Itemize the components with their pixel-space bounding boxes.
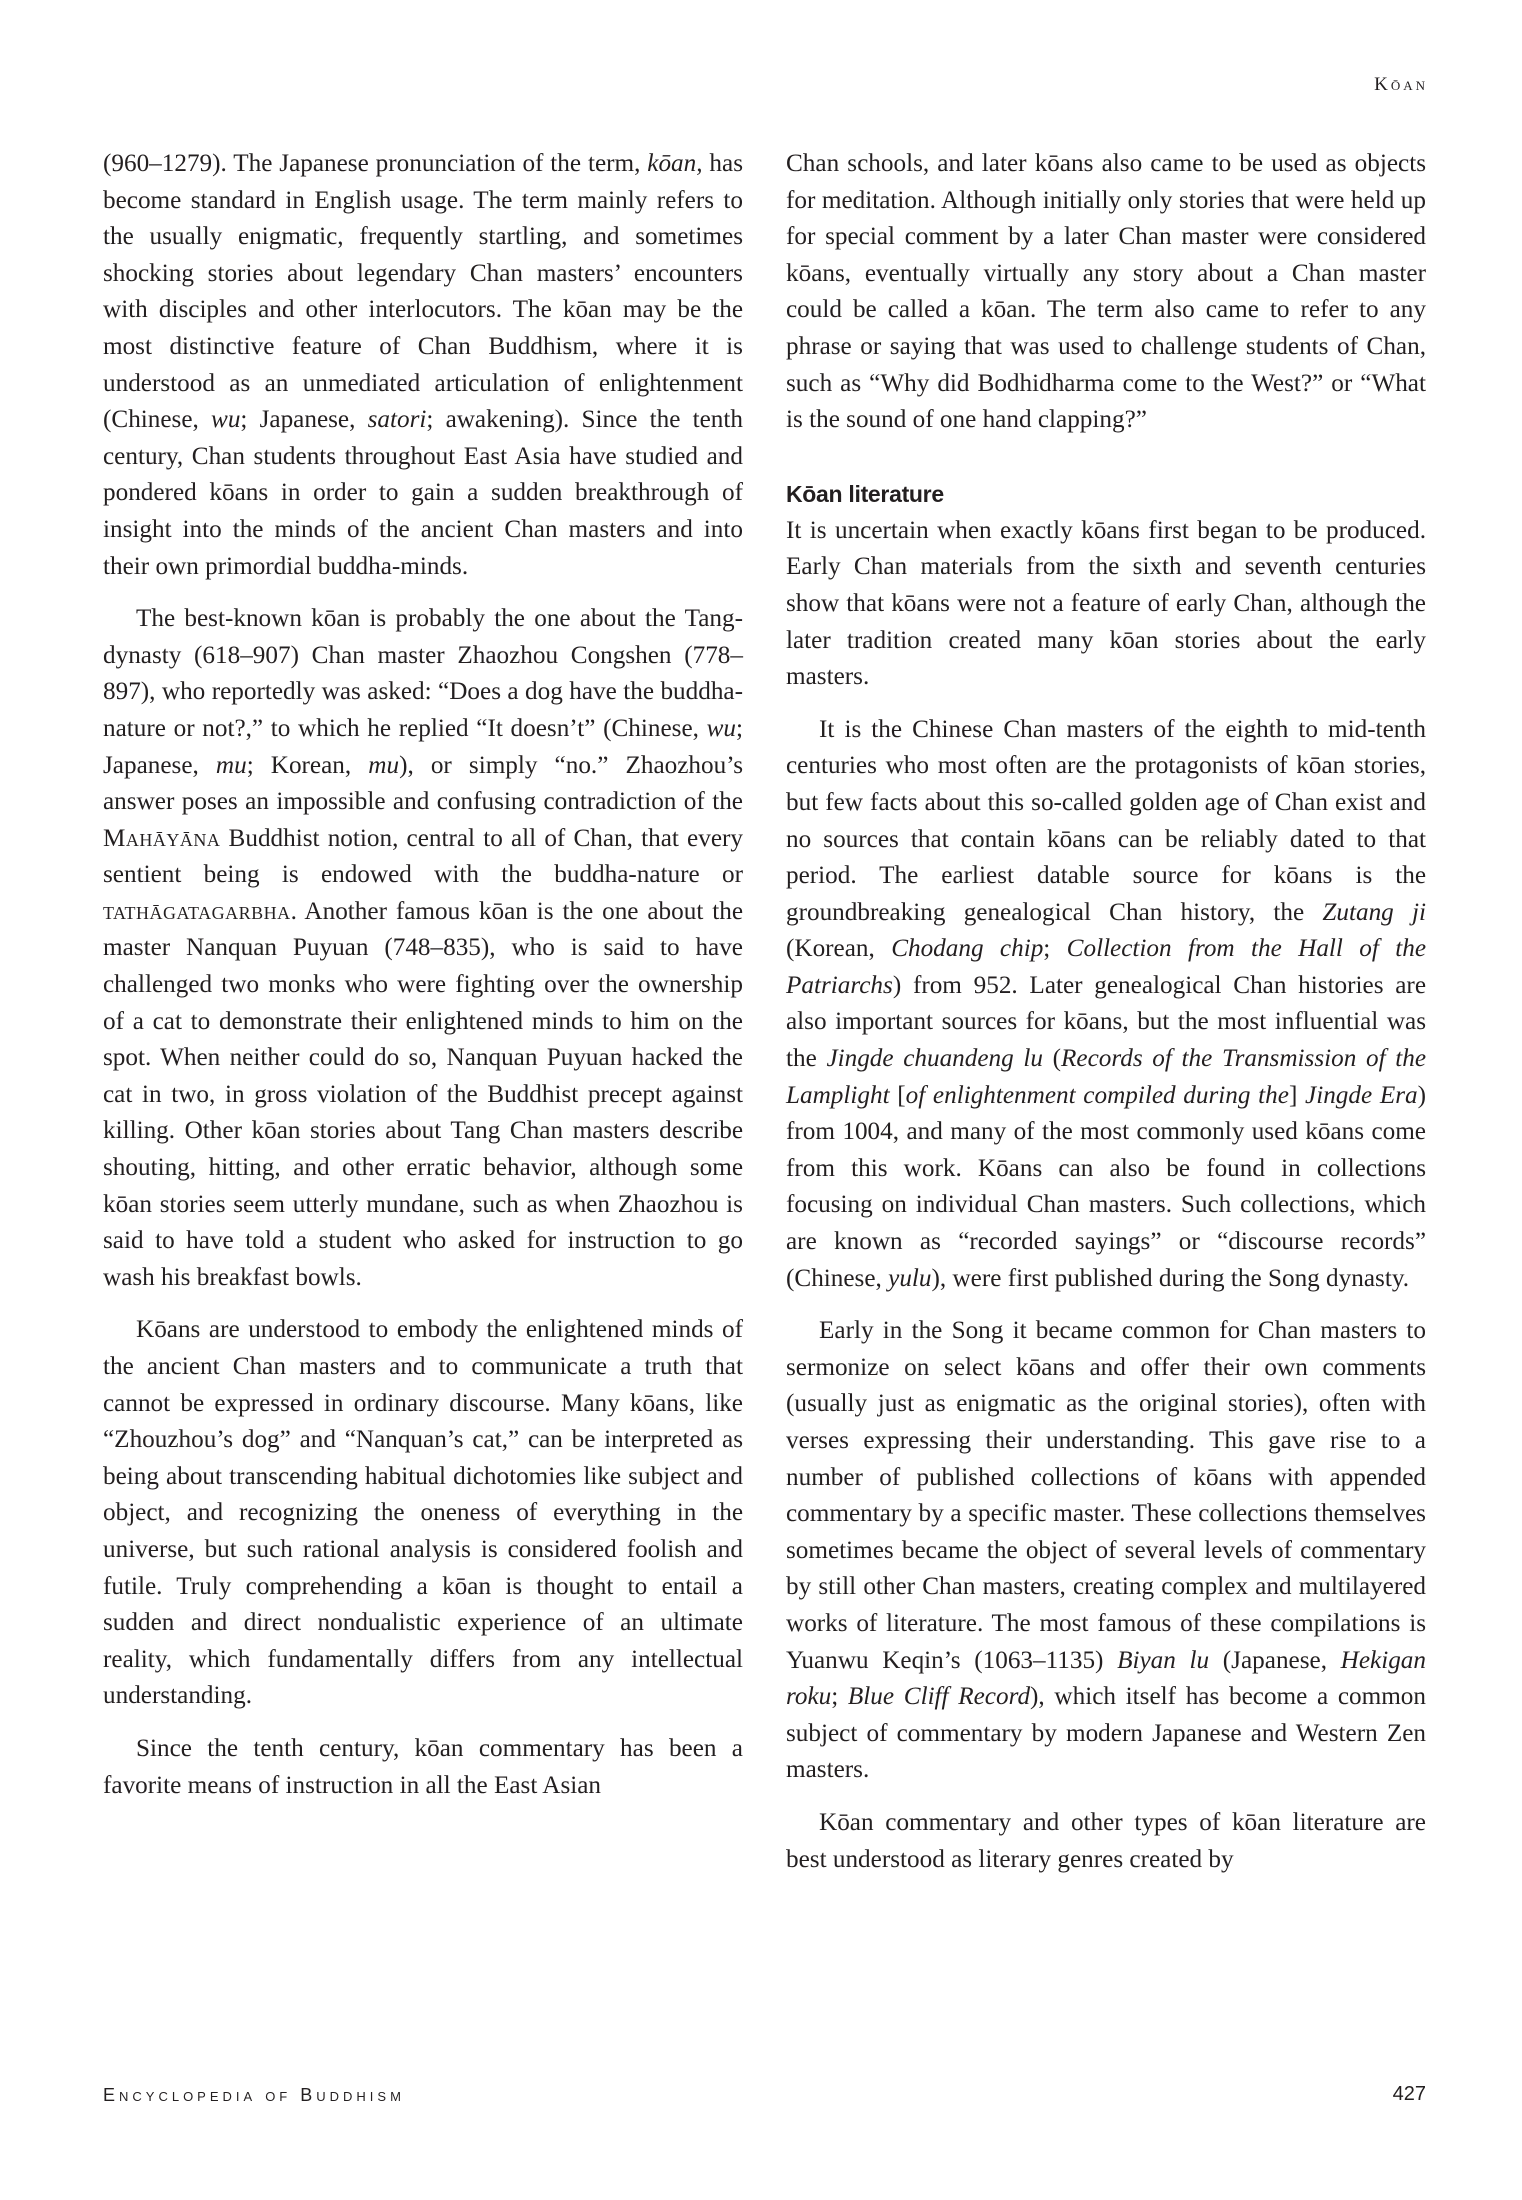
italic-term: of enlightenment compiled during the xyxy=(905,1081,1289,1109)
right-column-intro xyxy=(786,146,1426,439)
italic-term: wu xyxy=(706,714,736,742)
page-number: 427 xyxy=(1392,2083,1426,2105)
paragraph: It is the Chinese Chan masters of the eighth to mid-tenth centuries who most often are the protagonists of kōan stories, but few facts about this so-called golden age of Chan exist and no sources that contain kōans can be reliably dated to that period. The earliest datable source for kōans is the groundbreaking genealogical Chan history, the Zutang ji (Korean, Chodang chip; Collection from the Hall of the Patriarchs) from 952. Later genealogical Chan histories are also important sources for kōans, but the most influential was the Jingde chuandeng lu (Records of the Transmission of the Lamplight [of enlightenment compiled during the] Jingde Era) from 1004, and many of the most commonly used kōans come from this work. Kōans can also be found in collections focusing on individual Chan masters. Such collections, which are known as “recorded sayings” or “discourse records” (Chinese, yulu), were first published during the Song dynasty. xyxy=(786,715,1427,1292)
left-column xyxy=(103,146,743,1820)
paragraph: Kōans are understood to embody the enlightened minds of the ancient Chan masters and to communicate a truth that cannot be expressed in ordinary discourse. Many kōans, like “Zhouzhou’s dog” and “Nanquan’s cat,” can be interpreted as being about transcending habitual dichotomies like subject and object, and recognizing the oneness of everything in the universe, but such rational analysis is considered foolish and futile. Truly comprehending a kōan is thought to entail a sudden and direct nondualistic experience of an ultimate reality, which fundamentally differs from any intellectual understanding. xyxy=(103,1316,743,1710)
italic-term: Hekigan roku xyxy=(786,1646,1426,1711)
italic-term: Chodang chip xyxy=(891,935,1044,963)
italic-term: yulu xyxy=(888,1264,932,1292)
italic-term: Jingde Era xyxy=(1305,1081,1418,1109)
italic-term: Jingde chuandeng lu xyxy=(826,1045,1043,1073)
section-heading-koan-literature: Kōan literature xyxy=(786,480,944,507)
italic-term: Zutang ji xyxy=(1322,898,1426,926)
cross-reference-term: Mahāyāna xyxy=(103,824,221,852)
italic-term: Blue Cliff Record xyxy=(847,1683,1031,1711)
right-column-body xyxy=(786,513,1426,1878)
italic-term: Records of the Transmission of the Lamplight xyxy=(786,1045,1426,1109)
italic-term: kōan, xyxy=(647,150,703,177)
paragraph: Since the tenth century, kōan commentary has been a favorite means of instruction in all the East Asian xyxy=(103,1734,743,1799)
italic-term: mu xyxy=(368,751,400,779)
right-column xyxy=(786,146,1426,1894)
paragraph: Early in the Song it became common for Chan masters to sermonize on select kōans and offer their own comments (usually just as enigmatic as the original stories), often with verses expressing their understanding. This gave rise to a number of published collections of kōans with appended commentary by a specific master. These collections themselves sometimes became the object of several levels of commentary by still other Chan masters, creating complex and multilayered works of literature. The most famous of these compilations is Yuanwu Keqin’s (1063–1135) Biyan lu (Japanese, Hekigan roku; Blue Cliff Record), which itself has become a common subject of commentary by modern Japanese and Western Zen masters. xyxy=(786,1317,1426,1784)
italic-term: mu xyxy=(215,751,247,779)
italic-term: Biyan lu xyxy=(1117,1646,1210,1674)
running-head: Kōan xyxy=(1374,74,1428,95)
italic-term: Collection from the Hall of the Patriarchs xyxy=(786,935,1427,999)
italic-term: wu xyxy=(211,406,241,434)
paragraph: (960–1279). The Japanese pronunciation of the term, kōan, has become standard in English usage. The term mainly refers to the usually enigmatic, frequently startling, and sometimes shocking stories about legendary Chan masters’ encounters with disciples and other interlocutors. The kōan may be the most distinctive feature of Chan Buddhism, where it is understood as an unmediated articulation of enlightenment (Chinese, wu; Japanese, satori; awakening). Since the tenth century, Chan students throughout East Asia have studied and pondered kōans in order to gain a sudden breakthrough of insight into the minds of the ancient Chan masters and into their own primordial buddha-minds. xyxy=(103,150,743,580)
paragraph: The best-known kōan is probably the one about the Tang-dynasty (618–907) Chan master Zhaozhou Congshen (778–897), who reportedly was asked: “Does a dog have the buddha-nature or not?,” to which he replied “It doesn’t” (Chinese, wu; Japanese, mu; Korean, mu), or simply “no.” Zhaozhou’s answer poses an impossible and confusing contradiction of the Mahāyāna Buddhist notion, central to all of Chan, that every sentient being is endowed with the buddha-nature or tathāgatagarbha. Another famous kōan is the one about the master Nanquan Puyuan (748–835), who is said to have challenged two monks who were fighting over the ownership of a cat to demonstrate their enlightened minds to him on the spot. When neither could do so, Nanquan Puyuan hacked the cat in two, in gross violation of the Buddhist precept against killing. Other kōan stories about Tang Chan masters describe shouting, hitting, and other erratic behavior, although some kōan stories seem utterly mundane, such as when Zhaozhou is said to have told a student who asked for instruction to go wash his breakfast bowls. xyxy=(103,605,743,1291)
paragraph: It is uncertain when exactly kōans first began to be produced. Early Chan materials from the sixth and seventh centuries show that kōans were not a feature of early Chan, although the later tradition created many kōan stories about the early masters. xyxy=(786,516,1426,691)
paragraph: Kōan commentary and other types of kōan literature are best understood as literary genres created by xyxy=(786,1808,1426,1873)
cross-reference-term: tathāgatagarbha xyxy=(103,897,291,925)
footer-publication-title: Encyclopedia of Buddhism xyxy=(103,2085,405,2105)
italic-term: satori xyxy=(367,406,427,434)
paragraph: Chan schools, and later kōans also came to be used as objects for meditation. Although initially only stories that were held up for special comment by a later Chan master were considered kōans, eventually virtually any story about a Chan master could be called a kōan. The term also came to refer to any phrase or saying that was used to challenge students of Chan, such as “Why did Bodhidharma come to the West?” or “What is the sound of one hand clapping?” xyxy=(786,150,1426,434)
